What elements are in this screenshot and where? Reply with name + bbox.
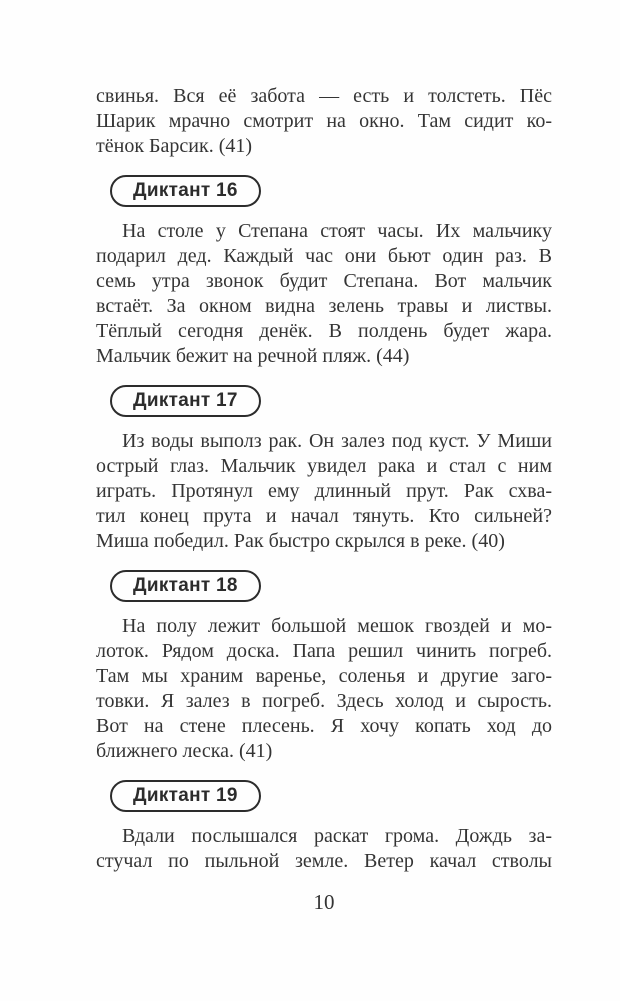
dictant-heading-pill: Диктант 18 [110, 570, 261, 602]
text-line: Там мы храним варенье, соленья и другие заго- [96, 665, 552, 687]
text-line: лоток. Рядом доска. Папа решил чинить погреб. [96, 640, 552, 662]
dictant-heading-pill: Диктант 17 [110, 385, 261, 417]
text-line: Миша победил. Рак быстро скрылся в реке. (40) [96, 530, 505, 552]
text-line: тил конец прута и начал тянуть. Кто сильней? [96, 505, 552, 527]
text-line: Мальчик бежит на речной пляж. (44) [96, 345, 410, 367]
text-line: встаёт. За окном видна зелень травы и листвы. [96, 295, 552, 317]
dictation-paragraph [96, 824, 552, 874]
text-line: На полу лежит большой мешок гвоздей и мо- [122, 615, 552, 637]
text-line: играть. Протянул ему длинный прут. Рак схва- [96, 480, 552, 502]
dictant-heading-row [96, 385, 552, 417]
text-line: тёнок Барсик. (41) [96, 135, 253, 157]
text-line: Тёплый сегодня денёк. В полдень будет жара. [96, 320, 552, 342]
dictation-paragraph [96, 84, 552, 159]
dictant-heading-row [96, 780, 552, 812]
text-line: Вот на стене плесень. Я хочу копать ход до [96, 715, 552, 737]
dictant-heading-row [96, 570, 552, 602]
text-line: свинья. Вся её забота — есть и толстеть. Пёс [96, 85, 552, 107]
dictant-heading-pill: Диктант 16 [110, 175, 261, 207]
dictation-paragraph [96, 429, 552, 554]
text-line: семь утра звонок будит Степана. Вот мальчик [96, 270, 552, 292]
dictant-heading-pill: Диктант 19 [110, 780, 261, 812]
text-line: Шарик мрачно смотрит на окно. Там сидит ко- [96, 110, 552, 132]
text-line: На столе у Степана стоят часы. Их мальчику [122, 220, 552, 242]
text-column [96, 84, 552, 874]
text-line: Из воды выполз рак. Он залез под куст. У Миши [122, 430, 552, 452]
text-line: подарил дед. Каждый час они бьют один раз. В [96, 245, 552, 267]
dictant-heading-row [96, 175, 552, 207]
page-number: 10 [313, 890, 335, 914]
text-line: товки. Я залез в погреб. Здесь холод и сырость. [96, 690, 552, 712]
text-line: Вдали послышался раскат грома. Дождь за- [122, 825, 552, 847]
text-line: ближнего леска. (41) [96, 740, 273, 762]
dictation-paragraph [96, 614, 552, 764]
dictation-paragraph [96, 219, 552, 369]
text-line: острый глаз. Мальчик увидел рака и стал с ним [96, 455, 552, 477]
text-line: стучал по пыльной земле. Ветер качал стволы [96, 850, 552, 872]
